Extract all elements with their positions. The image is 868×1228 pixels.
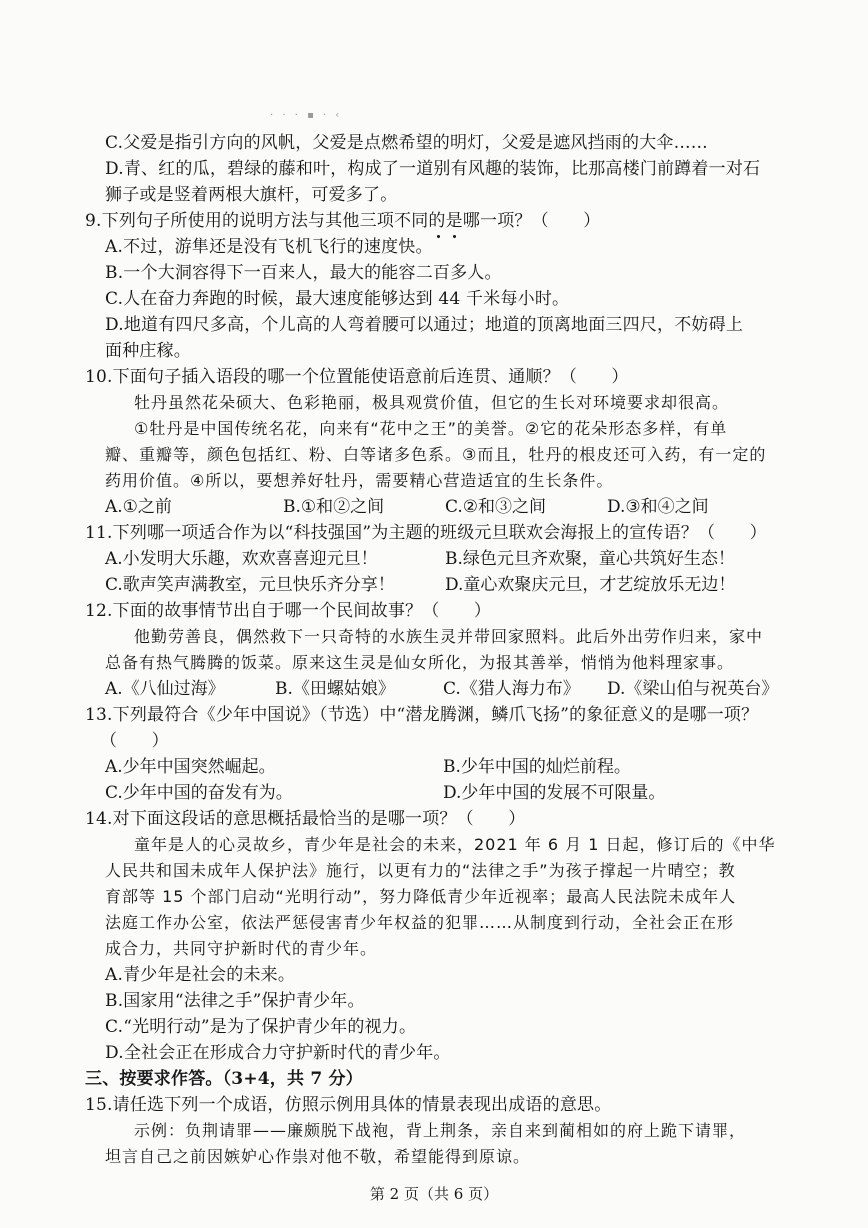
question-11-option-b: B.绿色元旦齐欢聚，童心共筑好生态！ [445, 549, 735, 569]
question-9-stem: 9.下列句子所使用的说明方法与其他三项不同的是哪一项？（ ） [85, 211, 601, 231]
question-11-option-c: C.歌声笑声满教室，元旦快乐齐分享！ [105, 575, 395, 595]
question-10-sentence: 牡丹虽然花朵硕大、色彩艳丽，极具观赏价值，但它的生长对环境要求却很高。 [134, 393, 730, 412]
question-12-passage-line1: 他勤劳善良，偶然救下一只奇特的水族生灵并带回家照料。此后外出劳作归来，家中 [134, 627, 764, 646]
question-10-option-c: C.②和③之间 [445, 497, 547, 517]
question-12-option-c: C.《猎人海力布》 [443, 679, 580, 699]
question-14-passage-line4: 法庭工作办公室，依法严惩侵害青少年权益的犯罪……从制度到行动，全社会正在形 [105, 913, 735, 932]
question-14-passage-line2: 人民共和国未成年人保护法》施行，以更有力的“法律之手”为孩子撑起一片晴空；教 [105, 861, 736, 880]
question-15-example-line1: 示例：负荆请罪——廉颇脱下战袍，背上荆条，亲自来到蔺相如的府上跪下请罪， [134, 1121, 747, 1140]
question-9-option-b: B.一个大洞容得下一百来人，最大的能容二百多人。 [105, 263, 502, 283]
question-9-option-d-line1: D.地道有四尺多高，个儿高的人弯着腰可以通过；地道的顶离地面三四尺，不妨碍上 [105, 315, 744, 335]
question-10-passage-line3: 药用价值。④所以，要想养好牡丹，需要精心营造适宜的生长条件。 [105, 471, 614, 490]
question-14-option-c: C.“光明行动”是为了保护青少年的视力。 [105, 1017, 417, 1037]
question-11-option-a: A.小发明大乐趣，欢欢喜喜迎元旦！ [105, 549, 378, 569]
question-14-passage-line1: 童年是人的心灵故乡，青少年是社会的未来，2021 年 6 月 1 日起，修订后的《中华 [134, 835, 776, 854]
question-10-stem: 10.下面句子插入语段的哪一个位置能使语意前后连贯、通顺？（ ） [85, 367, 629, 387]
question-14-passage-line3: 育部等 15 个部门启动“光明行动”，努力降低青少年近视率；最高人民法院未成年人 [105, 887, 737, 906]
question-14-passage-line5: 成合力，共同守护新时代的青少年。 [105, 939, 378, 958]
question-12-option-b: B.《田螺姑娘》 [275, 679, 395, 699]
emphasis-dot [437, 235, 440, 238]
emphasis-dot [453, 235, 456, 238]
question-9-option-c: C.人在奋力奔跑的时候，最大速度能够达到 44 千米每小时。 [105, 289, 570, 309]
question-14-option-b: B.国家用“法律之手”保护青少年。 [105, 991, 365, 1011]
question-15-example-line2: 坦言自己之前因嫉妒心作祟对他不敬，希望能得到原谅。 [105, 1147, 531, 1166]
question-13-option-b: B.少年中国的灿烂前程。 [443, 757, 631, 777]
question-11-option-d: D.童心欢聚庆元旦，才艺绽放乐无边！ [445, 575, 736, 595]
question-10-option-a: A.①之前 [105, 497, 172, 517]
question-9-option-d-line2: 面种庄稼。 [105, 341, 191, 361]
question-10-option-b: B.①和②之间 [283, 497, 385, 517]
question-10-passage-line2: 瓣、重瓣等，颜色包括红、粉、白等诸多色系。③而且，牡丹的根皮还可入药，有一定的 [105, 445, 767, 464]
question-13-option-c: C.少年中国的奋发有为。 [105, 783, 293, 803]
question-13-option-d: D.少年中国的发展不可限量。 [443, 783, 666, 803]
question-14-stem: 14.对下面这段话的意思概括最恰当的是哪一项？（ ） [85, 809, 526, 829]
question-14-option-a: A.青少年是社会的未来。 [105, 965, 296, 985]
question-14-option-d: D.全社会正在形成合力守护新时代的青少年。 [105, 1043, 451, 1063]
option-d-text-line1: D.青、红的瓜，碧绿的藤和叶，构成了一道别有风趣的装饰，比那高楼门前蹲着一对石 [105, 159, 761, 179]
question-12-option-a: A.《八仙过海》 [105, 679, 225, 699]
option-c-text: C.父爱是指引方向的风帆，父爱是点燃希望的明灯，父爱是遮风挡雨的大伞…… [105, 133, 709, 153]
question-13-option-a: A.少年中国突然崛起。 [105, 757, 276, 777]
question-9-option-a: A.不过，游隼还是没有飞机飞行的速度快。 [105, 237, 433, 257]
question-12-option-d: D.《梁山伯与祝英台》 [607, 679, 779, 699]
question-15-stem: 15.请任选下列一个成语，仿照示例用具体的情景表现出成语的意思。 [85, 1095, 612, 1115]
page-number: 第 2 页（共 6 页） [369, 1185, 499, 1203]
option-d-text-line2: 狮子或是竖着两根大旗杆，可爱多了。 [105, 185, 398, 205]
scan-smudge: · · · ▪ · ‹ [270, 110, 343, 121]
question-10-option-d: D.③和④之间 [607, 497, 709, 517]
question-13-answer-blank: （ ） [100, 731, 169, 751]
question-13-stem: 13.下列最符合《少年中国说》（节选）中“潜龙腾渊，鳞爪飞扬”的象征意义的是哪一项？ [85, 705, 759, 725]
question-10-passage-line1: ①牡丹是中国传统名花，向来有“花中之王”的美誉。②它的花朵形态多样，有单 [134, 419, 728, 438]
section-3-heading: 三、按要求作答。（3+4，共 7 分） [85, 1069, 363, 1089]
question-11-stem: 11.下列哪一项适合作为以“科技强国”为主题的班级元旦联欢会海报上的宣传语？（ ） [85, 523, 767, 543]
question-12-stem: 12.下面的故事情节出自于哪一个民间故事？（ ） [85, 601, 492, 621]
question-12-passage-line2: 总备有热气腾腾的饭菜。原来这生灵是仙女所化，为报其善举，悄悄为他料理家事。 [105, 653, 735, 672]
